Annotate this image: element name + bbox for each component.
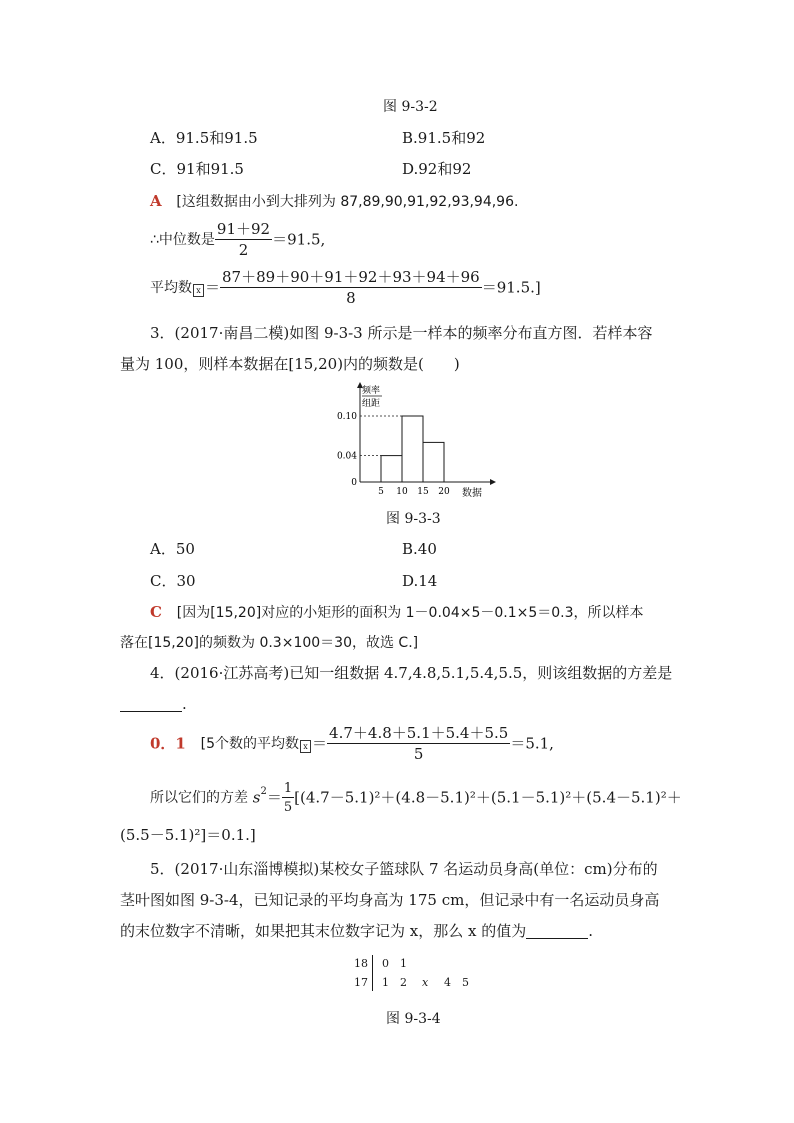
q4-mean-eq: ＝ xyxy=(312,734,328,753)
q2-answer-letter: A xyxy=(150,192,162,210)
histogram-bar xyxy=(402,416,423,482)
q2-option-a: A．91.5和91.5 xyxy=(150,129,258,147)
q2-median-numerator: 91＋92 xyxy=(216,220,271,238)
figure-9-3-2-caption: 图 9-3-2 xyxy=(383,99,438,115)
q4-variance-prefix: 所以它们的方差 xyxy=(150,790,248,806)
q4-stem-line1: 4．(2016·江苏高考)已知一组数据 4.7,4.8,5.1,5.4,5.5，则该组数据的方差是 xyxy=(150,664,673,682)
q3-option-a: A．50 xyxy=(150,540,195,558)
q2-mean-fraction xyxy=(220,270,482,306)
q2-median-denominator: 2 xyxy=(238,241,249,259)
q2-option-b: B.91.5和92 xyxy=(402,129,486,147)
y-tick-label: 0.10 xyxy=(336,412,357,422)
stem-row-2-leaf: 4 xyxy=(444,976,451,989)
stem-leaf-divider xyxy=(372,955,373,991)
q3-answer-line1 xyxy=(150,605,644,620)
q5-stem-line3 xyxy=(120,924,593,939)
stem-row-2-leaf: 5 xyxy=(462,976,469,989)
histogram-bar xyxy=(381,456,402,482)
q2-mean-prefix: 平均数 xyxy=(150,280,192,296)
q3-answer-line2: 落在[15,20]的频数为 0.3×100＝30，故选 C.] xyxy=(120,635,419,651)
origin-label: 0 xyxy=(351,478,357,488)
x-axis-arrow-icon xyxy=(490,479,496,485)
q2-mean-denominator: 8 xyxy=(346,289,356,307)
q3-answer-letter: C xyxy=(150,603,162,621)
q3-stem-line2: 量为 100，则样本数据在[15,20)内的频数是( ) xyxy=(120,355,460,373)
x-bar-icon: x xyxy=(193,284,204,297)
q2-mean-eq: ＝ xyxy=(205,278,221,297)
y-axis-label-top: 频率 xyxy=(362,386,381,396)
stem-row-1-stem: 18 xyxy=(354,957,368,970)
figure-9-3-4-caption: 图 9-3-4 xyxy=(386,1011,441,1027)
q4-mean-result: ＝5.1, xyxy=(510,734,554,753)
q2-median-line xyxy=(150,222,325,258)
q4-stem-line2 xyxy=(120,697,187,712)
q5-stem-line3-text: 的末位数字不清晰，如果把其末位数字记为 x，那么 x 的值为 xyxy=(120,922,527,940)
q2-median-fraction xyxy=(215,222,272,258)
q4-variance-body: [(4.7－5.1)²＋(4.8－5.1)²＋(5.1－5.1)²＋(5.4－5.1)²＋ xyxy=(294,788,682,807)
q5-stem-line1: 5．(2017·山东淄博模拟)某校女子篮球队 7 名运动员身高(单位：cm)分布的 xyxy=(150,860,658,878)
stem-leaf-plot xyxy=(350,955,490,995)
q4-variance-frac-den: 5 xyxy=(283,800,293,815)
stem-row-1-leaf: 0 xyxy=(382,957,389,970)
q5-stem-end: . xyxy=(588,922,594,940)
stem-row-2-leaf: x xyxy=(422,976,429,989)
stem-row-2-leaf: 2 xyxy=(400,976,407,989)
q4-variance-frac-num: 1 xyxy=(283,781,293,796)
q2-mean-line xyxy=(150,270,541,306)
q4-mean-numerator: 4.7＋4.8＋5.1＋5.4＋5.5 xyxy=(329,724,509,742)
stem-row-1-leaf: 1 xyxy=(400,957,407,970)
q4-answer-prefix: [5个数的平均数 xyxy=(200,736,300,752)
y-tick-label: 0.04 xyxy=(336,451,357,462)
q5-answer-blank xyxy=(526,924,588,939)
q2-median-result: ＝91.5, xyxy=(272,230,326,249)
q4-stem-end: . xyxy=(182,695,187,713)
q3-answer-text: [因为[15,20]对应的小矩形的面积为 1－0.04×5－0.1×5＝0.3，所以样本 xyxy=(176,605,644,621)
stem-row-2-leaf: 1 xyxy=(382,976,389,989)
q3-option-d: D.14 xyxy=(402,572,438,590)
x-bar-icon: x xyxy=(300,740,311,753)
q4-variance-symbol: s xyxy=(252,788,261,807)
q4-answer-letter: 0．1 xyxy=(150,734,186,753)
q3-option-b: B.40 xyxy=(402,540,437,558)
figure-9-3-3-caption: 图 9-3-3 xyxy=(386,511,441,527)
x-tick-label: 5 xyxy=(378,487,384,497)
x-tick-label: 15 xyxy=(417,487,429,497)
q4-variance-line2: (5.5－5.1)²]＝0.1.] xyxy=(120,826,256,844)
q4-variance-line xyxy=(150,782,682,814)
q3-stem-line1: 3．(2017·南昌二模)如图 9-3-3 所示是一样本的频率分布直方图．若样本容 xyxy=(150,324,653,342)
q2-median-prefix: ∴中位数是 xyxy=(150,232,215,248)
q4-answer-line1 xyxy=(150,726,554,762)
x-tick-label: 10 xyxy=(396,487,408,497)
frequency-histogram xyxy=(330,380,500,500)
q2-option-c: C．91和91.5 xyxy=(150,160,244,178)
histogram-bar xyxy=(423,442,444,482)
q4-answer-blank xyxy=(120,697,182,712)
q4-variance-fraction xyxy=(282,782,294,814)
q2-option-d: D.92和92 xyxy=(402,160,472,178)
q4-mean-denominator: 5 xyxy=(413,745,424,763)
q4-variance-eq: ＝ xyxy=(266,788,282,807)
q2-answer-text: [这组数据由小到大排列为 87,89,90,91,92,93,94,96. xyxy=(176,194,519,210)
q4-variance-exponent: 2 xyxy=(260,786,267,797)
x-tick-label: 20 xyxy=(438,487,450,497)
q3-option-c: C．30 xyxy=(150,572,196,590)
q2-answer-line1 xyxy=(150,194,518,209)
y-axis-label-bottom: 组距 xyxy=(362,399,381,409)
q4-mean-fraction xyxy=(327,726,510,762)
q2-mean-numerator: 87＋89＋90＋91＋92＋93＋94＋96 xyxy=(222,268,480,286)
stem-row-2-stem: 17 xyxy=(354,976,368,989)
x-axis-label: 数据 xyxy=(462,488,482,499)
q5-stem-line2: 茎叶图如图 9-3-4，已知记录的平均身高为 175 cm，但记录中有一名运动员身高 xyxy=(120,891,660,909)
q2-mean-result: ＝91.5.] xyxy=(481,278,541,297)
